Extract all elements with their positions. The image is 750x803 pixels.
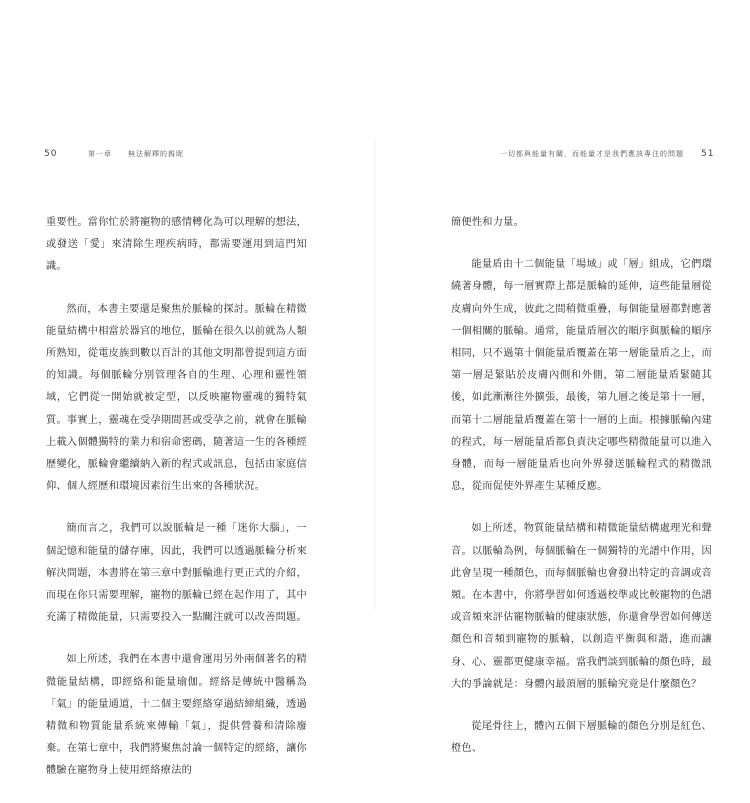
right-page xyxy=(375,0,750,755)
right-paragraph-4: 從尾骨往上，體內五個下層脈輪的顏色分別是紅色、橙色、 xyxy=(451,721,712,755)
left-paragraph-4: 如上所述，我們在本書中還會運用另外兩個著名的精微能量結構，即經絡和能量瑜伽。經絡是傳統中醫稱為「氣」的能量通道，十二個主要經絡穿過結締組織，透過精微和物質能量系統來傳輸「氣」，提供營養和清除廢棄。在第七章中，我們將聚焦討論一個特定的經絡，讓你體驗在寵物身上使用經絡療法的 xyxy=(46,654,307,777)
left-paragraph-1: 重要性。當你忙於將寵物的感情轉化為可以理解的想法，或發送「愛」來清除生理疾病時，都需要運用到這門知識。 xyxy=(46,217,307,273)
running-head: 一切都與能量有關，而能量才是我們應該專注的問題 xyxy=(500,150,684,158)
right-body-text xyxy=(451,212,712,780)
left-paragraph-3: 簡而言之，我們可以說脈輪是一種「迷你大腦」，一個記憶和能量的儲存庫，因此，我們可以透過脈輪分析來解決問題，本書將在第三章中對脈輪進行更正式的介紹，而現在你只需要理解，寵物的脈輪已經在起作用了，其中充滿了精微能量，只需要投入一點關注就可以改善問題。 xyxy=(46,523,307,624)
chapter-label: 第一章 xyxy=(88,150,112,158)
right-paragraph-1: 簡便性和力量。 xyxy=(451,217,525,228)
right-page-number: 51 xyxy=(701,149,715,159)
chapter-title: 無法解釋的親昵 xyxy=(128,150,184,158)
left-body-text xyxy=(46,212,307,803)
right-paragraph-2: 能量盾由十二個能量「場域」或「層」組成，它們環繞著身體，每一層實際上都是脈輪的延伸，這些能量層從皮膚向外生成，彼此之間稍微重疊，每個能量層都對應著一個相關的脈輪。通常，能量盾層次的順序與脈輪的順序相同，只不過第十個能量盾覆蓋在第一層能量盾之上，而第一層是緊貼於皮膚內側和外側，第二層能量盾緊隨其後，如此漸漸往外擴張，最後，第九層之後是第十一層，而第十二層能量盾覆蓋在第十一層的上面。根據脈輪內建的程式，每一層能量盾都負責決定哪些精微能量可以進入身體，而每一層能量盾也向外界發送脈輪程式的精微訊息，從而促使外界產生某種反應。 xyxy=(451,259,712,493)
left-paragraph-2: 然而，本書主要還是聚焦於脈輪的探討。脈輪在精微能量結構中相當於器官的地位，脈輪在很久以前就為人類所熟知，從電皮族到數以百計的其他文明都曾提到這方面的知識。每個脈輪分別管理各自的生理、心理和靈性領域，它們從一開始就被定型，以反映寵物靈魂的獨特氣質。事實上，靈魂在受孕期間甚或受孕之前，就會在脈輪上載入個體獨特的業力和宿命密碼，隨著這一生的各種經歷變化，脈輪會繼續納入新的程式或訊息，包括由家庭信仰、個人經歷和環境因素衍生出來的各種狀況。 xyxy=(46,303,307,493)
right-paragraph-3: 如上所述，物質能量結構和精微能量結構處理光和聲音。以脈輪為例，每個脈輪在一個獨特的光譜中作用，因此會呈現一種顏色，而每個脈輪也會發出特定的音調或音頻。在本書中，你將學習如何透過校準或比較寵物的色譜或音頻來評估寵物脈輪的健康狀態，你還會學習如何傳送顏色和音頻到寵物的脈輪，以創造平衡與和諧，進而讓身、心、靈都更健康幸福。當我們談到脈輪的顏色時，最大的爭論就是：身體內最頂層的脈輪究竟是什麼顏色？ xyxy=(451,523,712,690)
left-page-number: 50 xyxy=(44,149,58,159)
left-page xyxy=(0,0,375,777)
